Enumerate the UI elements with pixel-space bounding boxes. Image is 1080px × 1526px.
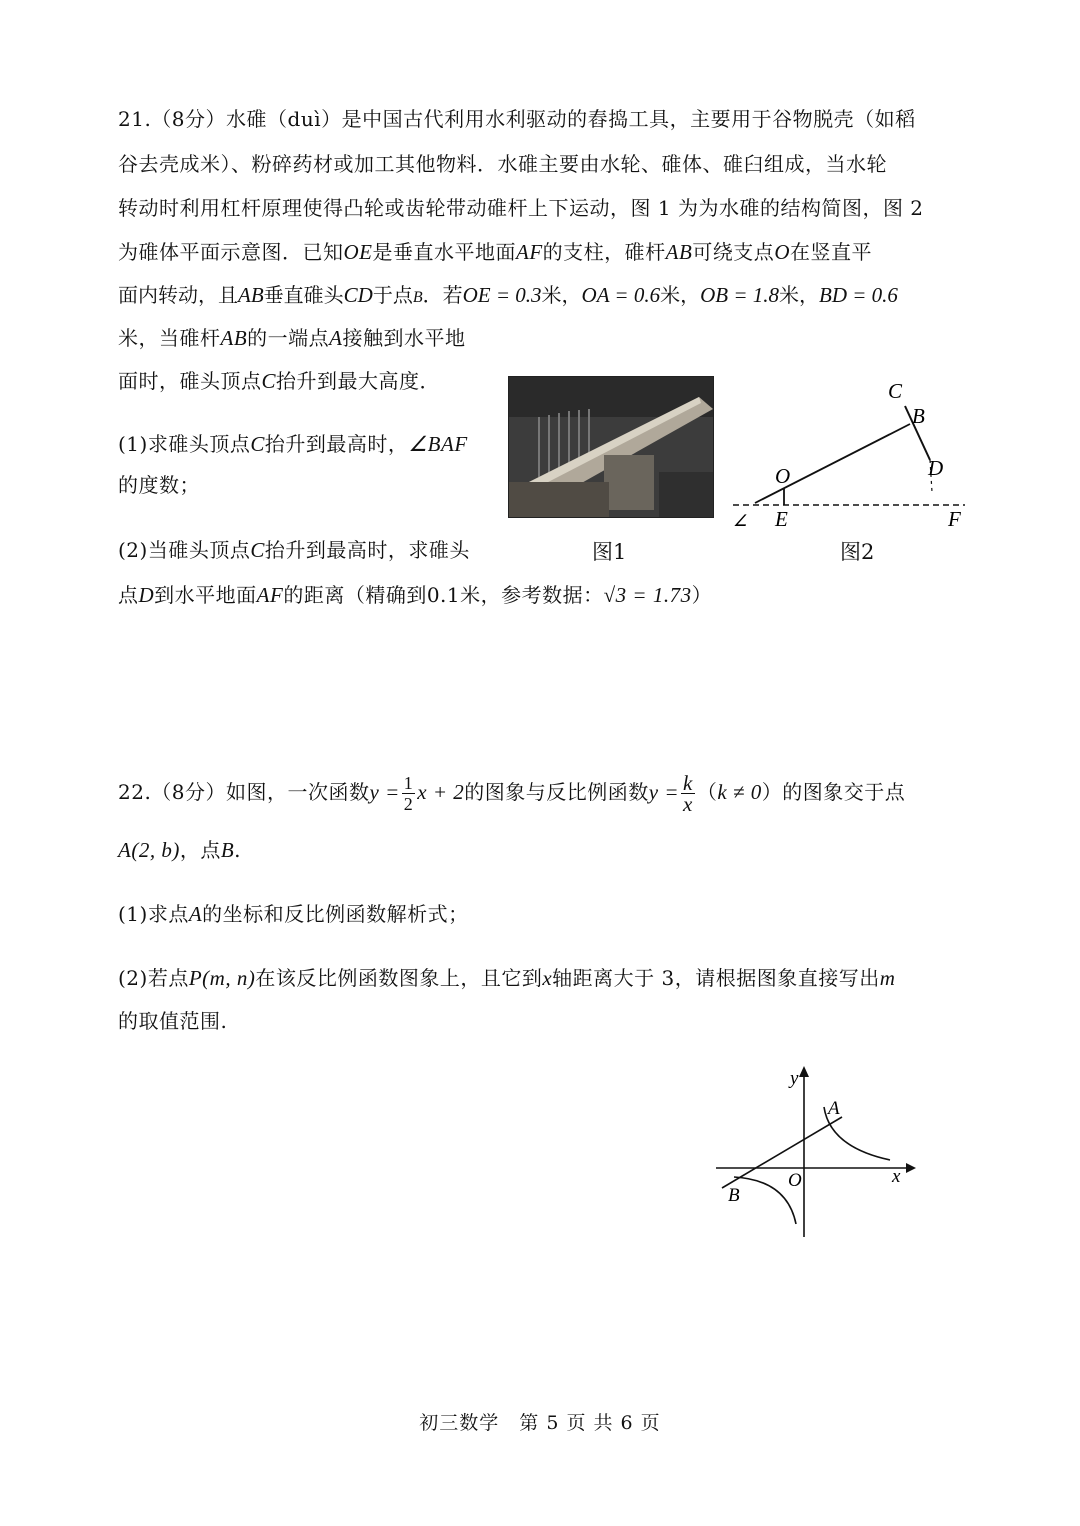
q21-line-5: 面内转动，且AB垂直碓头CD于点B．若OE = 0.3米，OA = 0.6米，OB = 1.8米，BD = 0.6 <box>118 283 898 307</box>
q21-line-3: 转动时利用杠杆原理使得凸轮或齿轮带动碓杆上下运动，图 1 为为水碓的结构简图，图 2 <box>118 196 924 220</box>
label-e: E <box>775 507 788 531</box>
q21-line-7: 面时，碓头顶点C抬升到最大高度． <box>118 369 441 393</box>
y-axis-arrow-icon <box>799 1066 809 1077</box>
figure-2-diagram <box>725 378 975 538</box>
q22-line-2: A(2, b)，点B. <box>118 838 242 862</box>
water-mill-photo <box>508 376 714 518</box>
q21-part-1-cont: 的度数； <box>118 473 200 497</box>
graph-label-origin: O <box>788 1170 802 1191</box>
q21-part-2-cont: 点D到水平地面AF的距离（精确到0.1米，参考数据：√3 = 1.73） <box>118 583 713 607</box>
label-a: ∠ <box>733 513 748 530</box>
q21-part-2: (2)当碓头顶点C抬升到最高时，求碓头 <box>118 538 470 562</box>
page-footer: 初三数学 第 5 页 共 6 页 <box>419 1412 661 1434</box>
q22-part-2-cont: 的取值范围. <box>118 1009 228 1033</box>
graph-label-x: x <box>892 1166 901 1187</box>
function-graph <box>712 1062 927 1242</box>
label-f: F <box>948 507 961 531</box>
figure-2-caption: 图2 <box>840 540 875 564</box>
label-d: D <box>928 456 944 480</box>
q21-line-6: 米，当碓杆AB的一端点A接触到水平地 <box>118 326 466 350</box>
fraction-k-over-x: $\frac{k}{x}$ <box>683 771 693 816</box>
graph-label-b: B <box>728 1185 740 1206</box>
graph-label-a: A <box>828 1098 840 1119</box>
q22-part-2: (2)若点P(m, n)在该反比例函数图象上，且它到x轴距离大于 3，请根据图象直接写出m <box>118 966 896 990</box>
label-o: O <box>775 464 791 488</box>
q21-line-4: 为碓体平面示意图．已知OE是垂直水平地面AF的支柱，碓杆AB可绕支点O在竖直平 <box>118 240 872 264</box>
label-c: C <box>888 379 903 403</box>
q21-line-1: 21.（8分）水碓（duì）是中国古代利用水利驱动的舂捣工具，主要用于谷物脱壳（如稻 <box>118 107 916 131</box>
graph-label-y: y <box>790 1068 799 1089</box>
q22-part-1: (1)求点A的坐标和反比例函数解析式； <box>118 902 469 926</box>
q21-line-2: 谷去壳成米）、粉碎药材或加工其他物料．水碓主要由水轮、碓体、碓臼组成，当水轮 <box>118 152 887 176</box>
water-mill-photo-art <box>509 377 713 517</box>
x-axis-arrow-icon <box>906 1163 916 1173</box>
label-b: B <box>912 404 925 428</box>
figure-1-caption: 图1 <box>592 540 627 564</box>
q22-line-1: 22.（8分）如图，一次函数y = $\frac{1}{2}$ x + 2的图象与反比例函数y = $\frac{k}{x}$ （k ≠ 0）的图象交于点 <box>118 771 906 816</box>
q21-part-1: (1)求碓头顶点C抬升到最高时，∠BAF <box>118 432 468 456</box>
fraction-one-half: $\frac{1}{2}$ <box>403 773 414 814</box>
hyperbola-branch-3 <box>734 1177 796 1224</box>
